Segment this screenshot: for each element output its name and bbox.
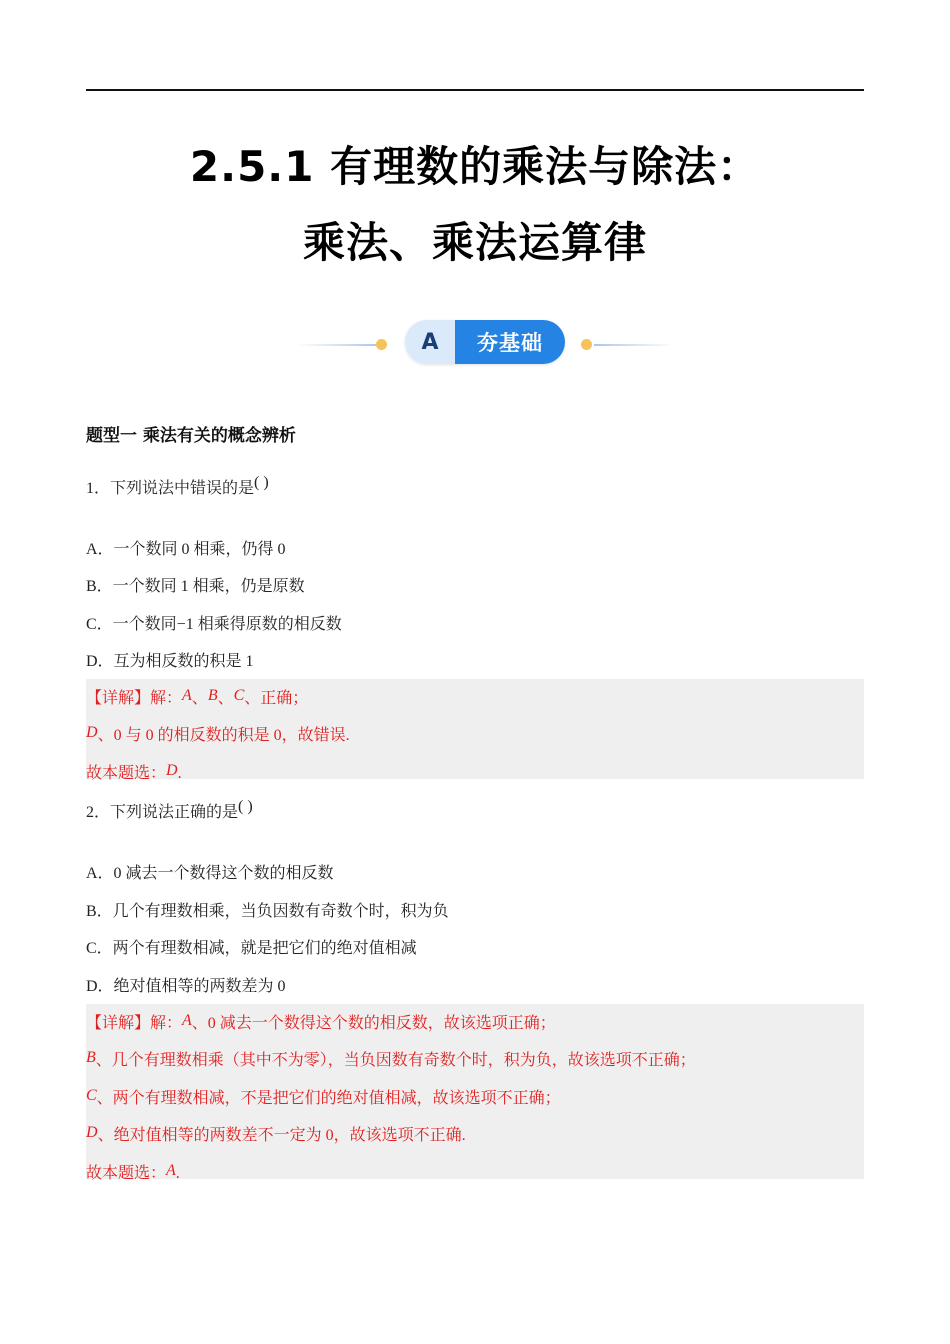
- q2-detail-line4: [86, 1122, 466, 1145]
- question-2-text: 2．下列说法正确的是: [86, 804, 239, 821]
- answer-prefix: 故本题选：: [86, 765, 167, 782]
- var-c: C: [233, 687, 245, 704]
- q2-option-d: D．绝对值相等的两数差为 0: [86, 978, 286, 995]
- q1-option-b: B．一个数同 1 相乘，仍是原数: [86, 578, 305, 595]
- q1-option-a: A．一个数同 0 相乘，仍得 0: [86, 541, 286, 558]
- top-rule: [86, 89, 864, 91]
- question-1-paren: ( ): [254, 474, 269, 491]
- var-d: D: [86, 1124, 98, 1141]
- question-1-stem: [86, 475, 269, 498]
- q2-option-a: A．0 减去一个数得这个数的相反数: [86, 865, 334, 882]
- detail-prefix: 【详解】解：: [86, 1015, 183, 1032]
- detail-text: 、两个有理数相减，不是把它们的绝对值相减，故该选项不正确；: [96, 1090, 561, 1107]
- var-c: C: [86, 1087, 97, 1104]
- detail-prefix: 【详解】解：: [86, 690, 183, 707]
- level-badge: [0, 318, 950, 366]
- badge-left-dot: [376, 339, 387, 350]
- q2-detail-line1: [86, 1010, 556, 1033]
- period: .: [175, 1165, 180, 1182]
- badge-left-line: [296, 344, 378, 346]
- badge-pill: [405, 320, 565, 364]
- q1-detail-line1: [86, 685, 308, 708]
- var-d: D: [86, 724, 98, 741]
- detail-text: 、正确；: [244, 690, 309, 707]
- answer-value: A: [166, 1162, 176, 1179]
- q2-detail-line5: [86, 1160, 180, 1183]
- badge-right-dot: [581, 339, 592, 350]
- question-1-text: 1．下列说法中错误的是: [86, 480, 255, 497]
- section-title: 题型一 乘法有关的概念辨析: [86, 426, 296, 446]
- period: .: [177, 765, 182, 782]
- question-2-paren: ( ): [238, 798, 253, 815]
- q1-option-c: C．一个数同−1 相乘得原数的相反数: [86, 616, 342, 633]
- question-2-stem: [86, 799, 253, 822]
- q1-option-d: D．互为相反数的积是 1: [86, 653, 254, 670]
- var-a: A: [182, 1012, 192, 1029]
- badge-right-line: [594, 344, 674, 346]
- badge-letter: A: [405, 320, 455, 364]
- q1-detail-line2: [86, 722, 350, 745]
- detail-text: 、绝对值相等的两数差不一定为 0，故该选项不正确.: [97, 1127, 466, 1144]
- separator: 、: [191, 690, 208, 707]
- q2-option-b: B．几个有理数相乘，当负因数有奇数个时，积为负: [86, 903, 449, 920]
- separator: 、: [217, 690, 234, 707]
- var-a: A: [182, 687, 192, 704]
- q2-option-c: C．两个有理数相减，就是把它们的绝对值相减: [86, 940, 417, 957]
- page-title-line2: 乘法、乘法运算律: [302, 218, 647, 267]
- detail-text: 、0 减去一个数得这个数的相反数，故该选项正确；: [191, 1015, 556, 1032]
- answer-value: D: [166, 762, 178, 779]
- q2-detail-line2: [86, 1047, 696, 1070]
- var-b: B: [207, 687, 218, 704]
- detail-text: 、0 与 0 的相反数的积是 0，故错误.: [97, 727, 350, 744]
- detail-text: 、几个有理数相乘（其中不为零），当负因数有奇数个时，积为负，故该选项不正确；: [95, 1052, 696, 1069]
- page-title-line1: 2.5.1 有理数的乘法与除法：: [189, 142, 761, 191]
- badge-label: 夯基础: [455, 320, 565, 364]
- answer-prefix: 故本题选：: [86, 1165, 167, 1182]
- q2-detail-line3: [86, 1085, 561, 1108]
- var-b: B: [86, 1049, 96, 1066]
- q1-detail-line3: [86, 760, 182, 783]
